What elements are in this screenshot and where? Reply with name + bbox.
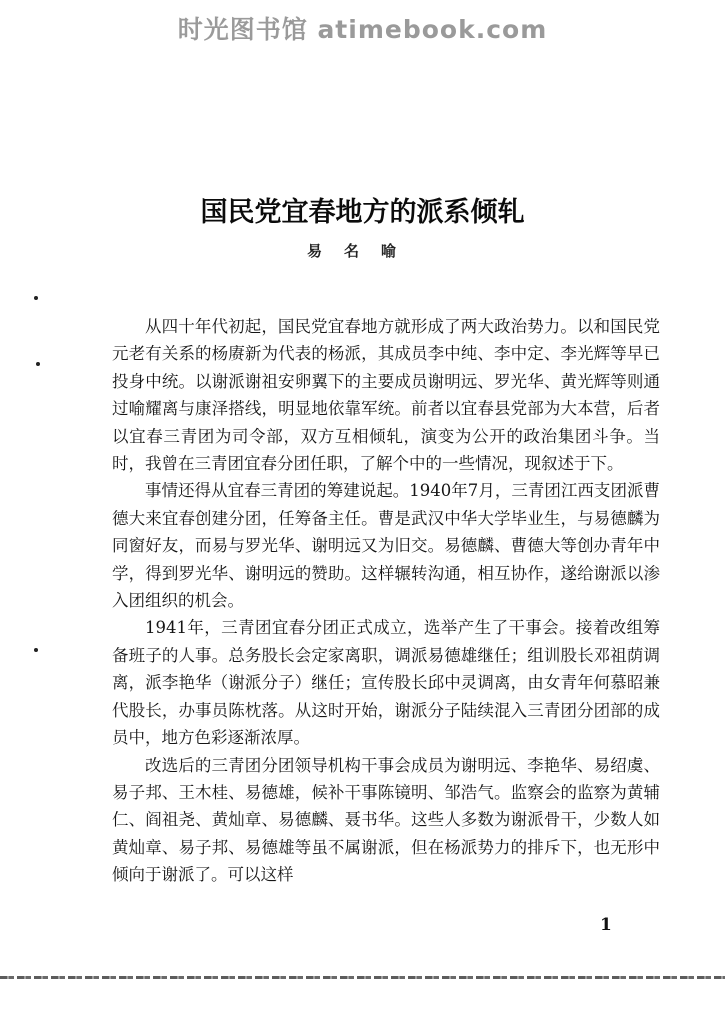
scan-artifact-line [0,976,725,979]
page-number: 1 [600,915,612,935]
article-body [112,313,660,889]
scan-artifact-dot [34,296,38,300]
paragraph-2: 事情还得从宜春三青团的筹建说起。1940年7月，三青团江西支团派曹德大来宜春创建分团，任筹备主任。曹是武汉中华大学毕业生，与易德麟为同窗好友，而易与罗光华、谢明远又为旧交。易德麟、曹德大等创办青年中学，得到罗光华、谢明远的赞助。这样辗转沟通，相互协作，遂给谢派以渗入团组织的机会。 [112,481,660,611]
scan-artifact-dot [36,362,40,366]
paragraph-3: 1941年，三青团宜春分团正式成立，选举产生了干事会。接着改组筹备班子的人事。总务股长会定家离职，调派易德雄继任；组训股长邓祖荫调离，派李艳华（谢派分子）继任；宣传股长邱中灵调离，由女青年何慕昭兼代股长，办事员陈枕落。从这时开始，谢派分子陆续混入三青团分团部的成员中，地方色彩逐渐浓厚。 [112,618,660,748]
paragraph-1: 从四十年代初起，国民党宜春地方就形成了两大政治势力。以和国民党元老有关系的杨赓新为代表的杨派，其成员李中纯、李中定、李光辉等早已投身中统。以谢派谢祖安卵翼下的主要成员谢明远、罗光华、黄光辉等则通过喻耀离与康泽搭线，明显地依靠军统。前者以宜春县党部为大本营，后者以宜春三青团为司令部，双方互相倾轧，演变为公开的政治集团斗争。当时，我曾在三青团宜春分团任职，了解个中的一些情况，现叙述于下。 [112,317,660,474]
article-author: 易名喻 [306,242,418,260]
scan-artifact-dot [34,648,38,652]
paragraph-4: 改选后的三青团分团领导机构干事会成员为谢明远、李艳华、易绍虞、易子邦、王木桂、易德雄，候补干事陈镜明、邹浩气。监察会的监察为黄辅仁、阎祖尧、黄灿章、易德麟、聂书华。这些人多数为谢派骨干，少数人如黄灿章、易子邦、易德雄等虽不属谢派，但在杨派势力的排斥下，也无形中倾向于谢派了。可以这样 [112,755,660,885]
watermark-text: 时光图书馆 atimebook.com [177,15,548,44]
article-title: 国民党宜春地方的派系倾轧 [200,197,525,228]
